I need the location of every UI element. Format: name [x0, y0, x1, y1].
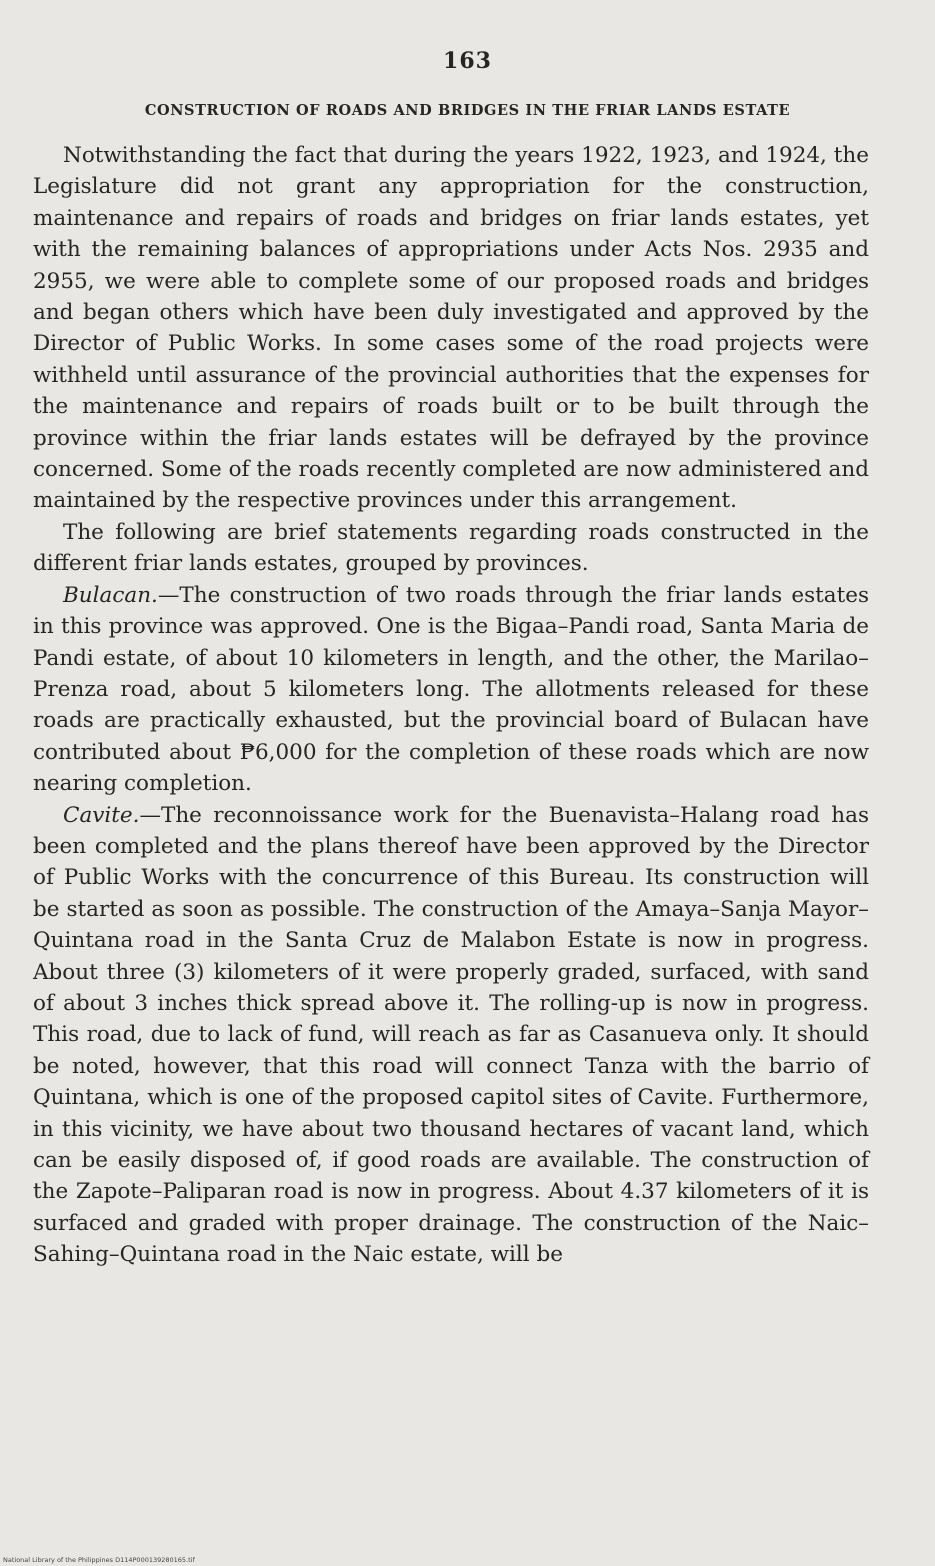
paragraph-intro: Notwithstanding the fact that during the years 1922, 1923, and 1924, the Legislature did not grant any appropriation for the construction, maintenance and repairs of roads and bridges on friar lands estates, yet with the remaining balances of appropriations under Acts Nos. 2935 and 2955, we were able to complete some of our proposed roads and bridges and began others which have been duly investigated and approved by the Director of Public Works. In some cases some of the road projects were withheld until assurance of the provincial authorities that the expenses for the maintenance and repairs of roads built or to be built through the province within the friar lands estates will be defrayed by the province concerned. Some of the roads recently completed are now administered and maintained by the respective provinces under this arrangement. [33, 143, 869, 514]
bulacan-text: —The construction of two roads through the friar lands estates in this province was approved. One is the Bigaa–Pandi road, Santa Maria de Pandi estate, of about 10 kilometers in length, and the other, the Marilao–Prenza road, about 5 kilometers long. The allotments released for these roads are practically exhausted, but the provincial board of Bulacan have contributed about ₱6,000 for the completion of these roads which are now nearing completion. [33, 582, 869, 797]
province-label-cavite: Cavite. [63, 802, 140, 828]
province-label-bulacan: Bulacan. [63, 582, 158, 608]
paragraph-cavite [33, 800, 869, 1271]
paragraph-bulacan [33, 580, 869, 800]
cavite-text: —The reconnoissance work for the Buenavista–Halang road has been completed and the plans thereof have been approved by the Director of Public Works with the concurrence of this Bureau. Its construction will be started as soon as possible. The construction of the Amaya–Sanja Mayor–Quintana road in the Santa Cruz de Malabon Estate is now in progress. About three (3) kilometers of it were properly graded, surfaced, with sand of about 3 inches thick spread above it. The rolling-up is now in progress. This road, due to lack of fund, will reach as far as Casanueva only. It should be noted, however, that this road will connect Tanza with the barrio of Quintana, which is one of the proposed capitol sites of Cavite. Furthermore, in this vicinity, we have about two thousand hectares of vacant land, which can be easily disposed of, if good roads are available. The construction of the Zapote–Paliparan road is now in progress. About 4.37 kilometers of it is surfaced and graded with proper drainage. The construction of the Naic–Sahing–Quintana road in the Naic estate, will be [33, 802, 869, 1268]
section-heading: CONSTRUCTION OF ROADS AND BRIDGES IN THE FRIAR LANDS ESTATE [144, 102, 791, 119]
body-text [33, 140, 869, 1271]
paragraph-summary: The following are brief statements regarding roads constructed in the different friar lands estates, grouped by provinces. [33, 519, 869, 577]
page-number: 163 [443, 48, 492, 74]
archive-footer: National Library of the Philippines D114P000139280165.tif [3, 1556, 195, 1564]
